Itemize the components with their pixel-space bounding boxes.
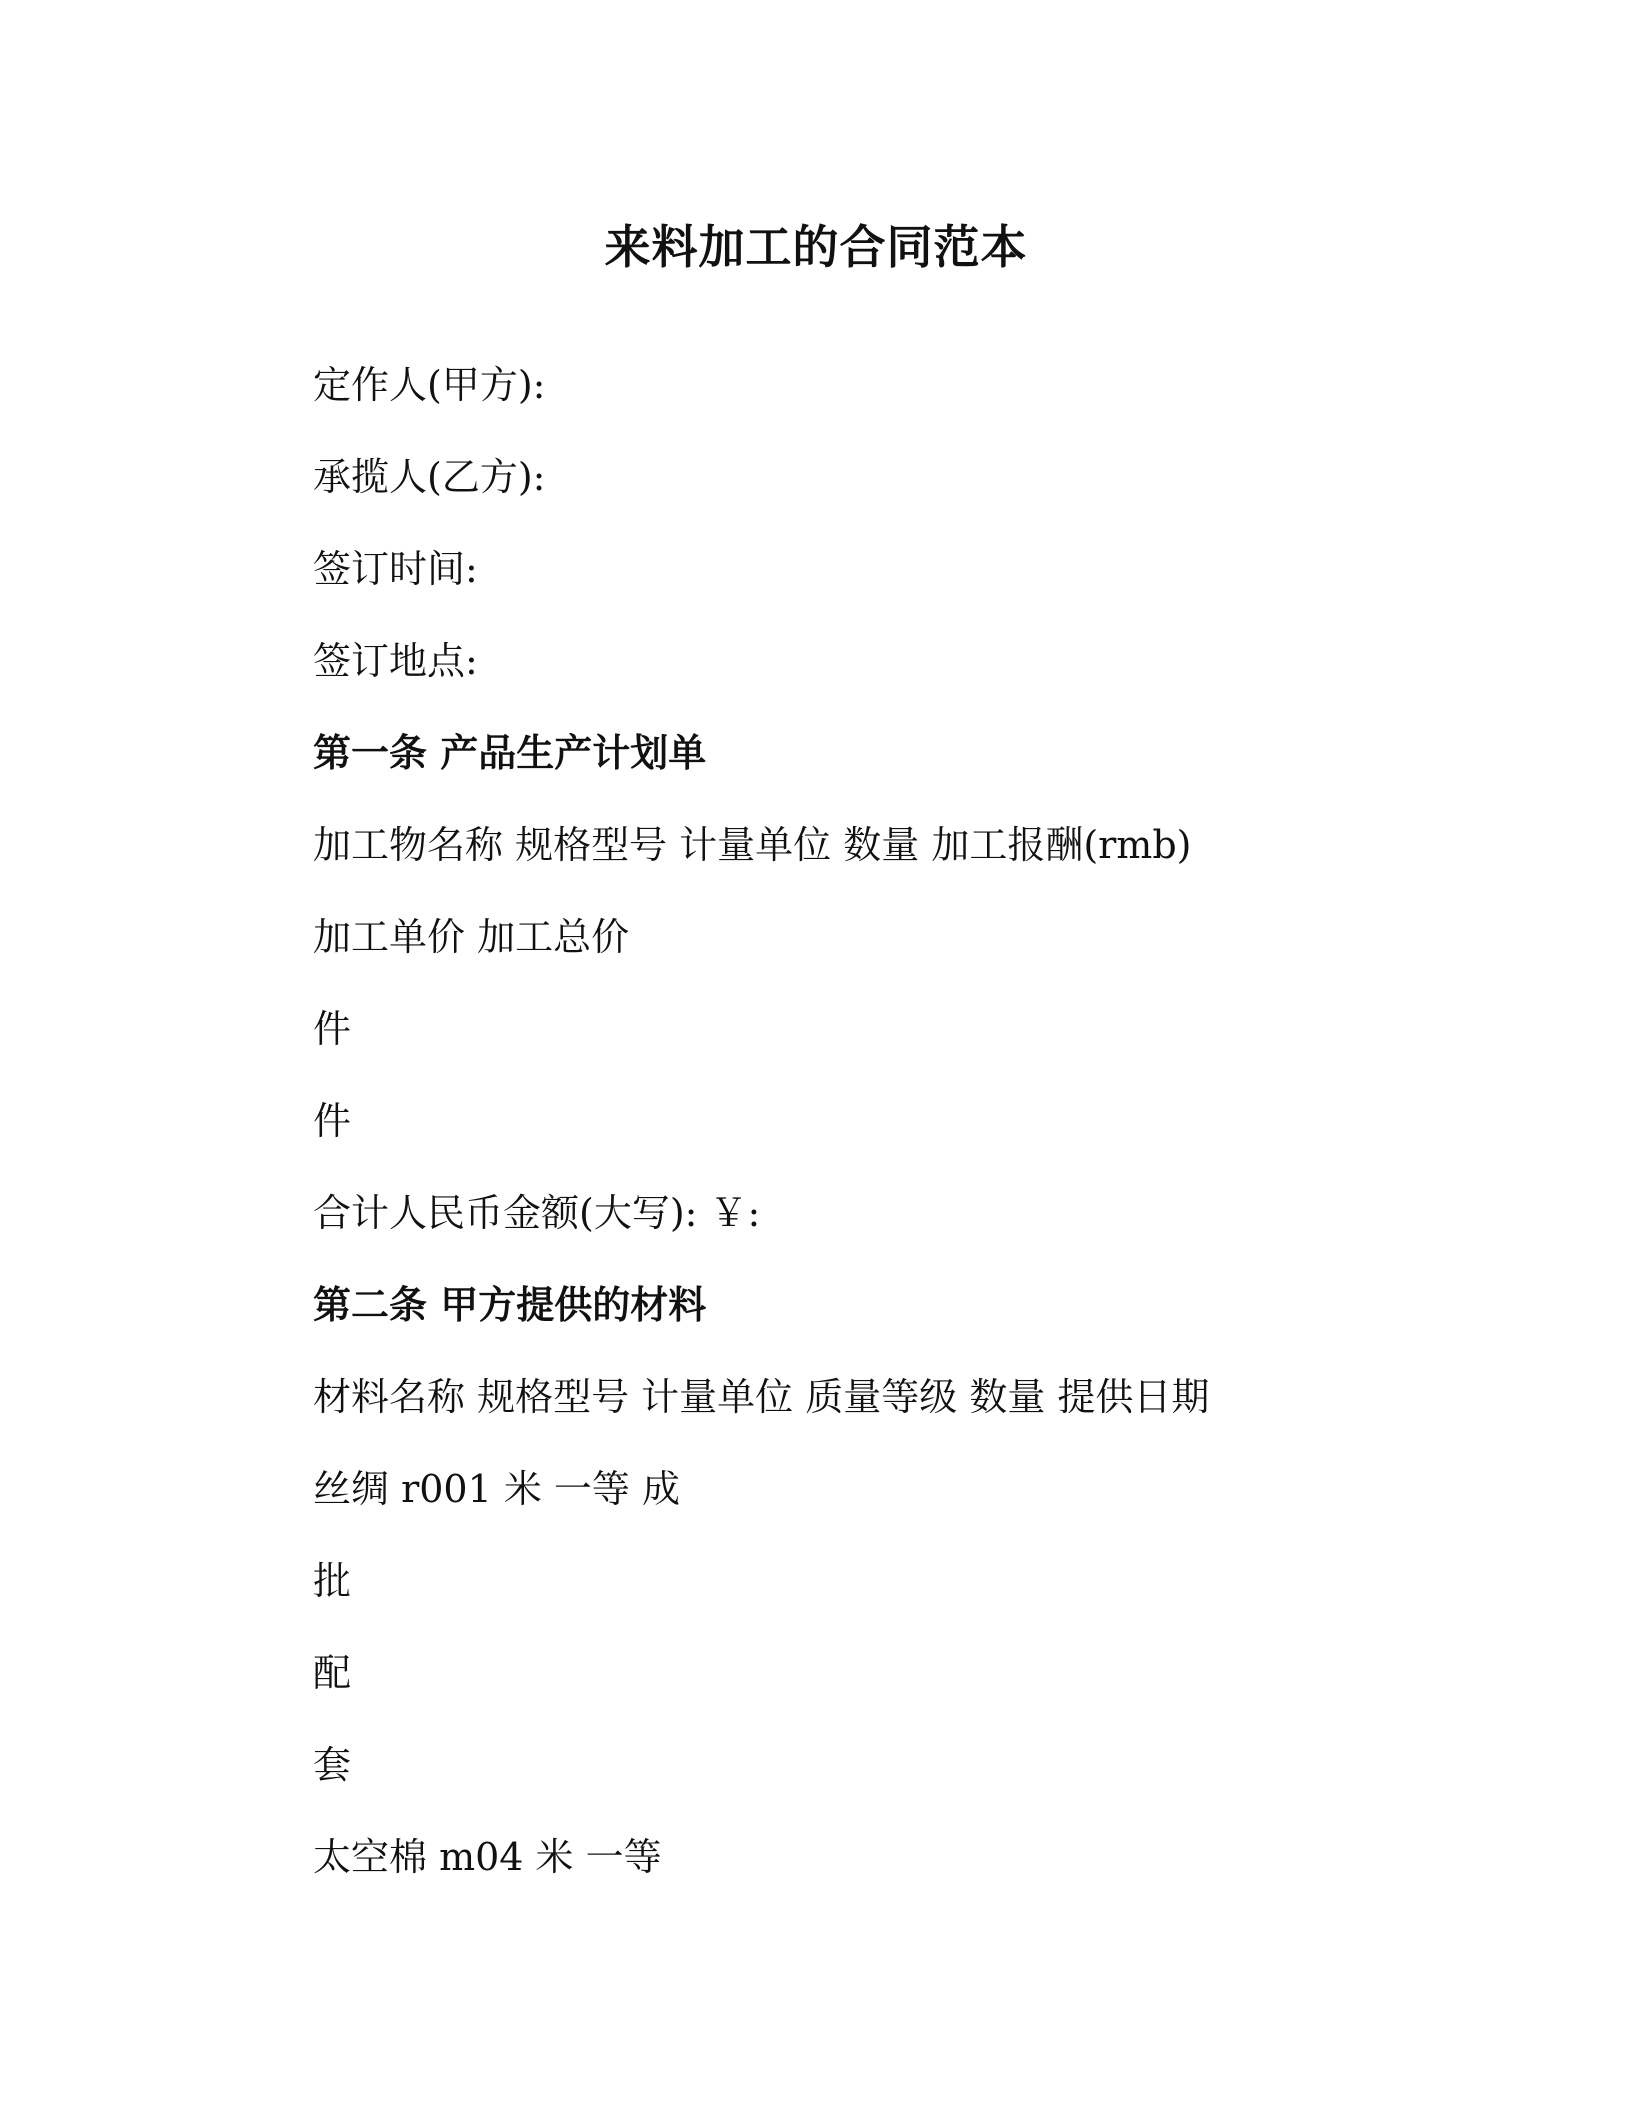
- article-two-heading: 第二条 甲方提供的材料: [313, 1283, 707, 1327]
- material-row-continuation: 配: [313, 1651, 352, 1695]
- material-row: 丝绸 r001 米 一等 成: [313, 1467, 681, 1511]
- article-one-heading: 第一条 产品生产计划单: [313, 731, 707, 775]
- signing-place-line: 签订地点:: [313, 639, 478, 683]
- production-unit-line: 件: [313, 1007, 352, 1051]
- materials-table-header: 材料名称 规格型号 计量单位 质量等级 数量 提供日期: [313, 1375, 1210, 1419]
- document-title: 来料加工的合同范本: [604, 220, 1028, 274]
- party-a-line: 定作人(甲方):: [313, 363, 546, 407]
- production-table-subheader: 加工单价 加工总价: [313, 915, 630, 959]
- material-row-continuation: 套: [313, 1743, 352, 1787]
- material-row-continuation: 批: [313, 1559, 352, 1603]
- signing-time-line: 签订时间:: [313, 547, 478, 591]
- material-row: 太空棉 m04 米 一等: [313, 1835, 662, 1879]
- total-amount-line: 合计人民币金额(大写): ￥:: [313, 1191, 761, 1235]
- production-table-header: 加工物名称 规格型号 计量单位 数量 加工报酬(rmb): [313, 823, 1192, 867]
- party-b-line: 承揽人(乙方):: [313, 455, 546, 499]
- production-unit-line: 件: [313, 1099, 352, 1143]
- document-body: [313, 350, 1413, 1914]
